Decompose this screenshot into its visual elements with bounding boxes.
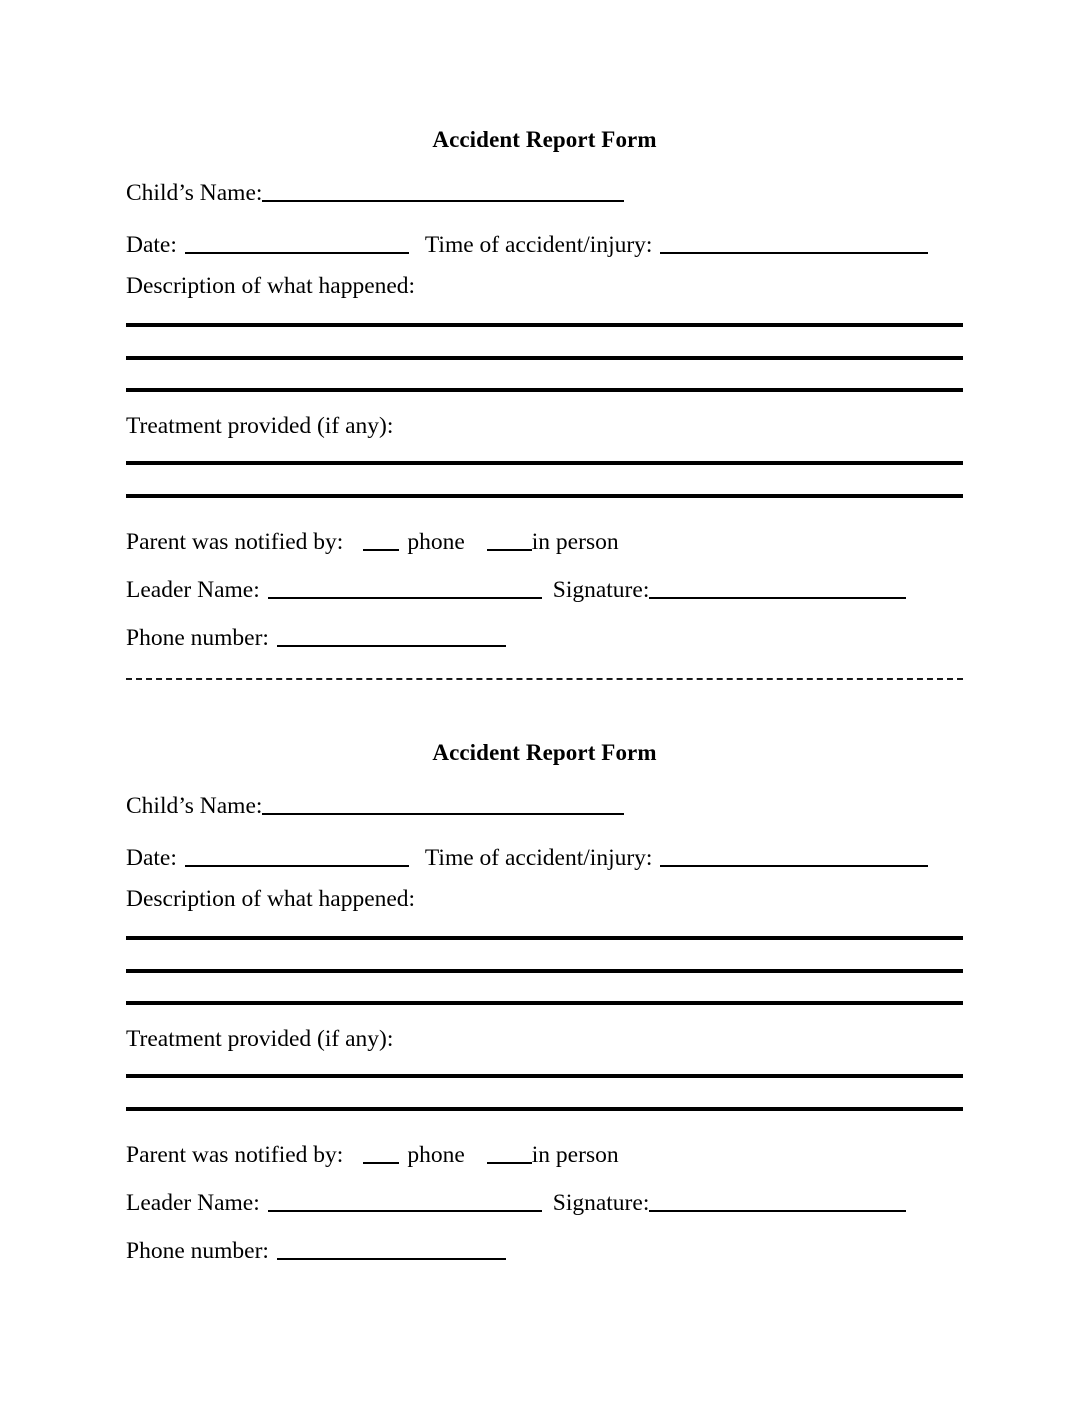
notified-phone-checkbox-blank[interactable] <box>363 525 399 551</box>
notified-in-person-label: in person <box>531 528 619 555</box>
notified-in-person-label: in person <box>531 1141 619 1168</box>
treatment-label: Treatment provided (if any): <box>126 1026 394 1052</box>
parent-notified-row <box>126 1138 619 1167</box>
treatment-label: Treatment provided (if any): <box>126 413 394 439</box>
phone-number-input[interactable] <box>277 1234 506 1260</box>
time-input[interactable] <box>660 841 928 867</box>
description-label: Description of what happened: <box>126 886 416 912</box>
leader-name-input[interactable] <box>268 573 542 599</box>
leader-name-input[interactable] <box>268 1186 542 1212</box>
signature-label: Signature: <box>552 1189 650 1216</box>
signature-input[interactable] <box>649 1186 906 1212</box>
description-write-line-3[interactable] <box>126 1001 963 1005</box>
date-time-row <box>126 228 928 257</box>
treatment-label-row <box>126 1028 393 1052</box>
phone-number-row <box>126 1234 506 1263</box>
description-write-line-3[interactable] <box>126 388 963 392</box>
child-name-label: Child’s Name: <box>126 179 263 206</box>
phone-number-label: Phone number: <box>126 1237 269 1264</box>
notified-phone-checkbox-blank[interactable] <box>363 1138 399 1164</box>
leader-signature-row <box>126 573 906 602</box>
notified-in-person-checkbox-blank[interactable] <box>487 1138 532 1164</box>
description-label-row <box>126 275 415 299</box>
signature-input[interactable] <box>649 573 906 599</box>
description-write-line-2[interactable] <box>126 969 963 973</box>
child-name-input[interactable] <box>262 176 624 202</box>
date-input[interactable] <box>185 841 409 867</box>
notified-phone-label: phone <box>407 528 465 555</box>
parent-notified-row <box>126 525 619 554</box>
treatment-write-line-2[interactable] <box>126 1107 963 1111</box>
time-input[interactable] <box>660 228 928 254</box>
notified-in-person-checkbox-blank[interactable] <box>487 525 532 551</box>
child-name-label: Child’s Name: <box>126 792 263 819</box>
description-write-line-1[interactable] <box>126 936 963 940</box>
description-write-line-2[interactable] <box>126 356 963 360</box>
child-name-row <box>126 789 624 818</box>
time-label: Time of accident/injury: <box>424 231 653 258</box>
date-label: Date: <box>126 844 177 871</box>
child-name-input[interactable] <box>262 789 624 815</box>
parent-notified-label: Parent was notified by: <box>126 528 344 555</box>
leader-name-label: Leader Name: <box>126 576 260 603</box>
treatment-write-line-1[interactable] <box>126 1074 963 1078</box>
form-title: Accident Report Form <box>432 740 657 765</box>
date-input[interactable] <box>185 228 409 254</box>
leader-name-label: Leader Name: <box>126 1189 260 1216</box>
description-label-row <box>126 888 415 912</box>
date-label: Date: <box>126 231 177 258</box>
signature-label: Signature: <box>552 576 650 603</box>
date-time-row <box>126 841 928 870</box>
treatment-write-line-2[interactable] <box>126 494 963 498</box>
parent-notified-label: Parent was notified by: <box>126 1141 344 1168</box>
form-copy-1 <box>126 0 963 700</box>
notified-phone-label: phone <box>407 1141 465 1168</box>
treatment-write-line-1[interactable] <box>126 461 963 465</box>
time-label: Time of accident/injury: <box>424 844 653 871</box>
form-title: Accident Report Form <box>432 127 657 152</box>
phone-number-label: Phone number: <box>126 624 269 651</box>
description-label: Description of what happened: <box>126 273 416 299</box>
treatment-label-row <box>126 415 393 439</box>
form-copy-2 <box>126 613 963 1313</box>
description-write-line-1[interactable] <box>126 323 963 327</box>
leader-signature-row <box>126 1186 906 1215</box>
child-name-row <box>126 176 624 205</box>
